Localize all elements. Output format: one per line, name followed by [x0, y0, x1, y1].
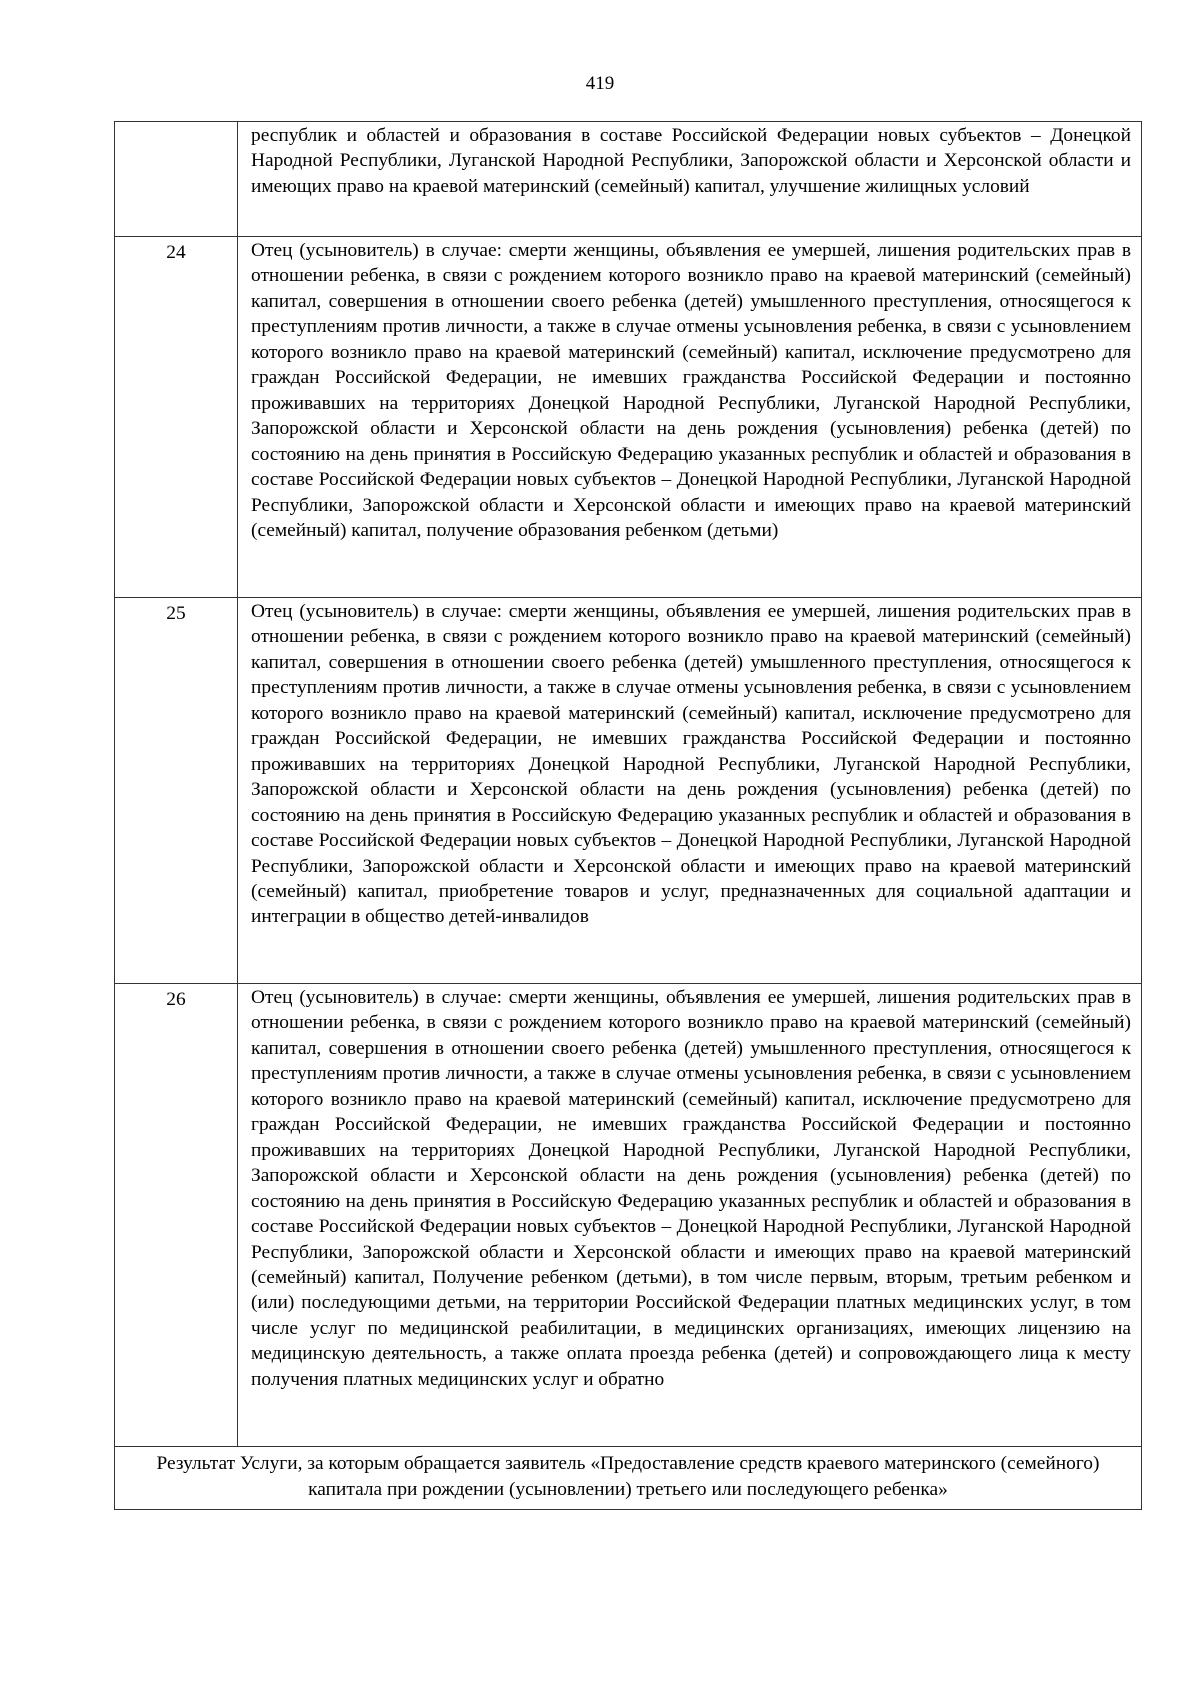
table-row-continuation	[115, 122, 1142, 237]
row-text-cell: Отец (усыновитель) в случае: смерти женщины, объявления ее умершей, лишения родительских прав в отношении ребенка, в связи с рождением которого возникло право на краевой материнский (семейный) капитал, совершения в отношении своего ребенка (детей) умышленного преступления, относящегося к преступлениям против личности, а также в случае отмены усыновления ребенка, в связи с усыновлением которого возникло право на краевой материнский (семейный) капитал, исключение предусмотрено для граждан Российской Федерации, не имевших гражданства Российской Федерации и постоянно проживавших на территориях Донецкой Народной Республики, Луганской Народной Республики, Запорожской области и Херсонской области на день рождения (усыновления) ребенка (детей) по состоянию на день принятия в Российскую Федерацию указанных республик и областей и образования в составе Российской Федерации новых субъектов – Донецкой Народной Республики, Луганской Народной Республики, Запорожской области и Херсонской области и имеющих право на краевой материнский (семейный) капитал, получение образования ребенком (детьми)	[238, 237, 1142, 598]
row-text-cell: республик и областей и образования в составе Российской Федерации новых субъектов – Донецкой Народной Республики, Луганской Народной Республики, Запорожской области и Херсонской области и имеющих право на краевой материнский (семейный) капитал, улучшение жилищных условий	[238, 122, 1142, 237]
row-number-cell: 25	[115, 598, 238, 984]
page-number: 419	[585, 73, 615, 94]
table-row-26	[115, 984, 1142, 1447]
service-result-cell: Результат Услуги, за которым обращается заявитель «Предоставление средств краевого материнского (семейного) капитала при рождении (усыновлении) третьего или последующего ребенка»	[115, 1447, 1142, 1510]
row-text-cell: Отец (усыновитель) в случае: смерти женщины, объявления ее умершей, лишения родительских прав в отношении ребенка, в связи с рождением которого возникло право на краевой материнский (семейный) капитал, совершения в отношении своего ребенка (детей) умышленного преступления, относящегося к преступлениям против личности, а также в случае отмены усыновления ребенка, в связи с усыновлением которого возникло право на краевой материнский (семейный) капитал, исключение предусмотрено для граждан Российской Федерации, не имевших гражданства Российской Федерации и постоянно проживавших на территориях Донецкой Народной Республики, Луганской Народной Республики, Запорожской области и Херсонской области на день рождения (усыновления) ребенка (детей) по состоянию на день принятия в Российскую Федерацию указанных республик и областей и образования в составе Российской Федерации новых субъектов – Донецкой Народной Республики, Луганской Народной Республики, Запорожской области и Херсонской области и имеющих право на краевой материнский (семейный) капитал, приобретение товаров и услуг, предназначенных для социальной адаптации и интеграции в общество детей-инвалидов	[238, 598, 1142, 984]
row-number-cell	[115, 122, 238, 237]
row-number-cell: 24	[115, 237, 238, 598]
table-footer-row	[115, 1447, 1142, 1510]
table-row-25	[115, 598, 1142, 984]
document-table	[114, 121, 1142, 1510]
table-row-24	[115, 237, 1142, 598]
row-text-cell: Отец (усыновитель) в случае: смерти женщины, объявления ее умершей, лишения родительских прав в отношении ребенка, в связи с рождением которого возникло право на краевой материнский (семейный) капитал, совершения в отношении своего ребенка (детей) умышленного преступления, относящегося к преступлениям против личности, а также в случае отмены усыновления ребенка, в связи с усыновлением которого возникло право на краевой материнский (семейный) капитал, исключение предусмотрено для граждан Российской Федерации, не имевших гражданства Российской Федерации и постоянно проживавших на территориях Донецкой Народной Республики, Луганской Народной Республики, Запорожской области и Херсонской области на день рождения (усыновления) ребенка (детей) по состоянию на день принятия в Российскую Федерацию указанных республик и областей и образования в составе Российской Федерации новых субъектов – Донецкой Народной Республики, Луганской Народной Республики, Запорожской области и Херсонской области и имеющих право на краевой материнский (семейный) капитал, Получение ребенком (детьми), в том числе первым, вторым, третьим ребенком и (или) последующими детьми, на территории Российской Федерации платных медицинских услуг, в том числе услуг по медицинской реабилитации, в медицинских организациях, имеющих лицензию на медицинскую деятельность, а также оплата проезда ребенка (детей) и сопровождающего лица к месту получения платных медицинских услуг и обратно	[238, 984, 1142, 1447]
row-number-cell: 26	[115, 984, 238, 1447]
